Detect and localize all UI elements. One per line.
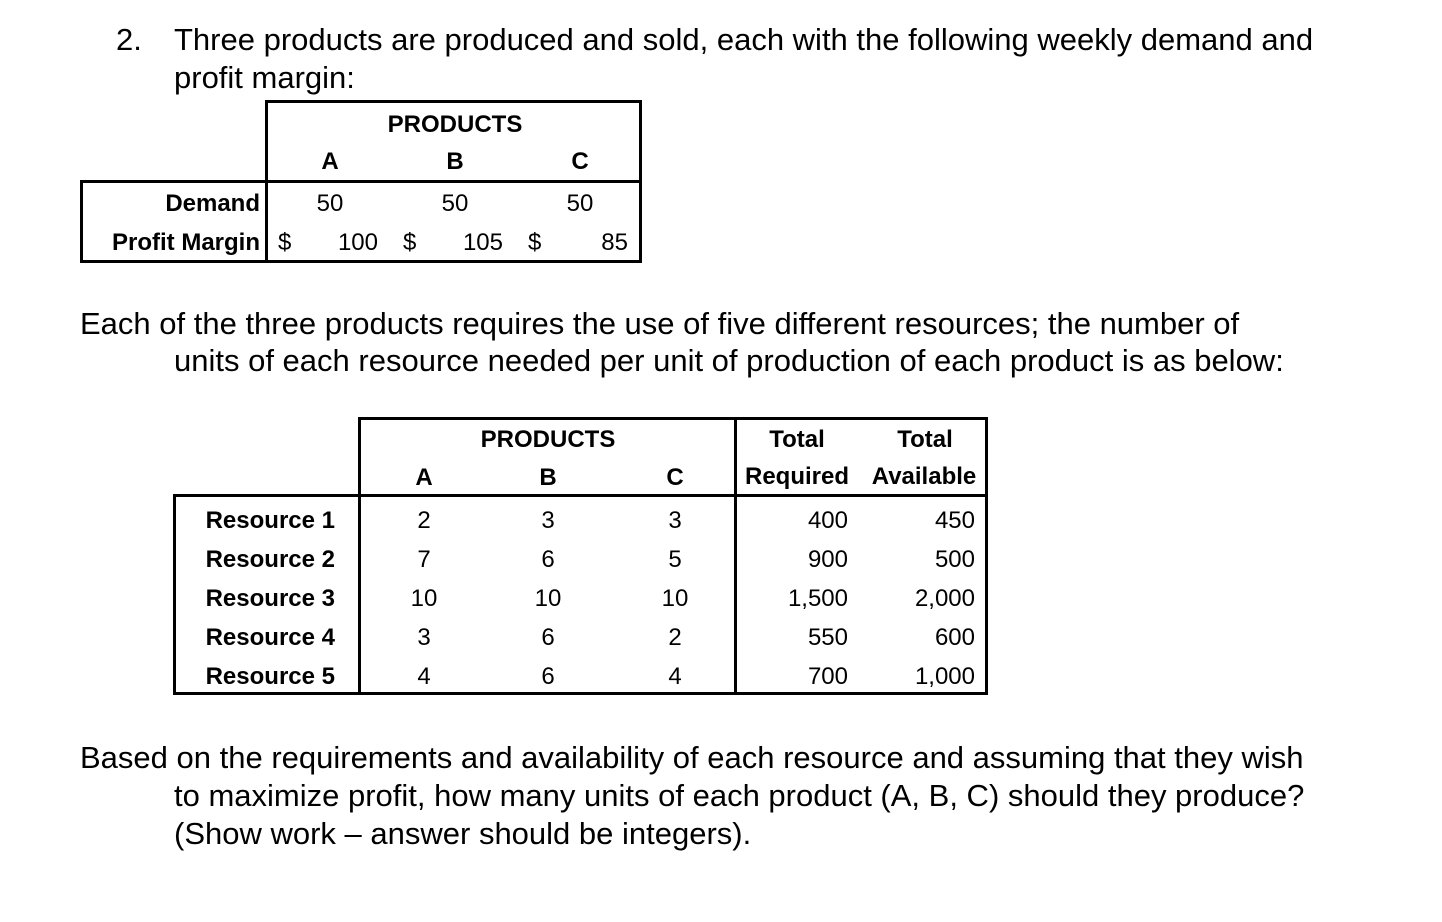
table1-currency-c: $ — [528, 229, 542, 256]
resource-4-required: 550 — [807, 624, 848, 651]
total-required-line-2: Required — [744, 463, 849, 490]
resource-5-b: 6 — [541, 663, 555, 690]
resource-5-required: 700 — [807, 663, 848, 690]
resource-1-label: Resource 1 — [205, 507, 335, 534]
paragraph2-line-1: Each of the three products requires the use of five different resources; the number of — [80, 306, 1240, 341]
resource-1-b: 3 — [541, 507, 555, 534]
resource-2-a: 7 — [417, 546, 431, 573]
table1-currency-b: $ — [403, 229, 417, 256]
table1-col-c: C — [571, 148, 589, 175]
resource-4-b: 6 — [541, 624, 555, 651]
table1-demand-c: 50 — [566, 190, 594, 217]
resource-4-a: 3 — [417, 624, 431, 651]
table1-col-a: A — [321, 148, 339, 175]
resource-4-label: Resource 4 — [205, 624, 335, 651]
resource-1-c: 3 — [668, 507, 682, 534]
table1-row-label-demand: Demand — [165, 190, 260, 217]
table1-products-header: PRODUCTS — [387, 111, 523, 138]
resource-3-a: 10 — [410, 585, 438, 612]
table1-demand-b: 50 — [441, 190, 469, 217]
paragraph3-line-1: Based on the requirements and availability of each resource and assuming that they wish — [80, 740, 1304, 775]
table1-col-b: B — [446, 148, 464, 175]
resource-5-a: 4 — [417, 663, 431, 690]
resource-5-label: Resource 5 — [205, 663, 335, 690]
paragraph3-line-3: (Show work – answer should be integers). — [174, 816, 752, 851]
resource-4-available: 600 — [934, 624, 975, 651]
resource-1-a: 2 — [417, 507, 431, 534]
table2-col-a: A — [415, 464, 433, 491]
table1-row-label-profit: Profit Margin — [112, 229, 260, 256]
table1-demand-a: 50 — [316, 190, 344, 217]
table1-profit-c: 85 — [601, 229, 628, 256]
table2-products-header: PRODUCTS — [480, 426, 616, 453]
resource-3-c: 10 — [661, 585, 689, 612]
total-available-line-1: Total — [897, 426, 953, 453]
table1-profit-b: 105 — [462, 229, 503, 256]
question-number: 2. — [116, 22, 142, 57]
table1-currency-a: $ — [278, 229, 292, 256]
resource-3-available: 2,000 — [914, 585, 975, 612]
resource-3-required: 1,500 — [787, 585, 848, 612]
resource-4-c: 2 — [668, 624, 682, 651]
table2-col-b: B — [539, 464, 557, 491]
table2-col-c: C — [666, 464, 684, 491]
total-required-line-1: Total — [769, 426, 825, 453]
resource-5-available: 1,000 — [914, 663, 975, 690]
paragraph3-line-2: to maximize profit, how many units of each product (A, B, C) should they produce? — [174, 778, 1305, 813]
paragraph2-line-2: units of each resource needed per unit of production of each product is as below: — [174, 343, 1284, 378]
intro-line-2: profit margin: — [174, 60, 355, 95]
total-available-line-2: Available — [871, 463, 977, 490]
resource-2-c: 5 — [668, 546, 682, 573]
resource-2-b: 6 — [541, 546, 555, 573]
resource-1-available: 450 — [934, 507, 975, 534]
resource-5-c: 4 — [668, 663, 682, 690]
table1-profit-a: 100 — [337, 229, 378, 256]
resource-2-available: 500 — [934, 546, 975, 573]
resource-2-required: 900 — [807, 546, 848, 573]
resource-3-b: 10 — [534, 585, 562, 612]
resource-3-label: Resource 3 — [205, 585, 335, 612]
resource-2-label: Resource 2 — [205, 546, 335, 573]
intro-line-1: Three products are produced and sold, each with the following weekly demand and — [174, 22, 1314, 57]
resource-1-required: 400 — [807, 507, 848, 534]
